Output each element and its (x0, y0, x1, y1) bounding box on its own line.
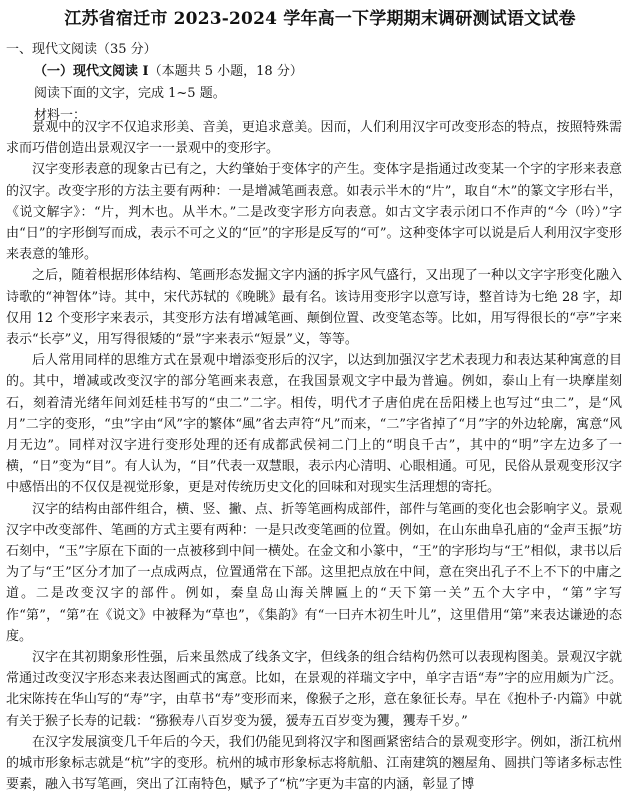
reading-instruction: 阅读下面的文字，完成 1~5 题。 (34, 86, 226, 101)
passage-paragraph: 后人常用同样的思维方式在景观中增添变形后的汉字，以达到加强汉字艺术表现力和表达某种寓意的目的。其中，增减或改变汉字的部分笔画来表意，在我国景观文字中最为普遍。例如，泰山上有一块摩崖刻石，刻着清光绪年间刘廷桂书写的“虫二”二字。相传，明代才子唐伯虎在岳阳楼上也写过“虫二”，是“风月”二字的变形，“虫”字由“风”字的繁体“風”省去声符“凡”而来，“二”字省掉了“月”字的外边轮廓，寓意“风月无边”。同样对汉字进行变形处理的还有成都武侯祠二门上的“明良千古”，其中的“明”字左边多了一横，“日”变为“目”。有人认为，“目”代表一双慧眼，表示内心清明、心眼相通。可见，民俗从景观变形汉字中感悟出的不仅仅是视觉形象，更是对传统历史文化的回味和对现实生活理想的寄托。 (6, 353, 622, 496)
material-label: 材料一： (34, 108, 87, 123)
subsection-heading: （一）现代文阅读 I (34, 64, 149, 79)
exam-title: 江苏省宿迁市 2023-2024 学年高一下学期期末调研测试语文试卷 (64, 9, 576, 29)
passage-paragraph: 汉字在其初期象形性强，后来虽然成了线条文字，但线条的组合结构仍然可以表现构图美。景观汉字就常通过改变汉字形态来表达图画式的寓意。比如，在景观的祥瑞文字中，单字吉语“寿”字的应用颇为广泛。北宋陈抟在华山写的“寿”字，由草书“寿”变形而来，像猴子之形，意在象征长寿。早在《抱朴子·内篇》中就有关于猴子长寿的记载：“猕猴寿八百岁变为猨，猨寿五百岁变为玃，玃寿千岁。” (6, 650, 622, 729)
passage-paragraph: 景观中的汉字不仅追求形美、音美，更追求意美。因而，人们利用汉字可改变形态的特点，按照特殊需求而巧借创造出景观汉字一一景观中的变形字。 (6, 120, 622, 157)
passage-paragraph: 之后，随着根据形体结构、笔画形态发掘文字内涵的拆字风气盛行，又出现了一种以文字字形变化融入诗歌的“神智体”诗。其中，宋代苏轼的《晚眺》最有名。该诗用变形字以意写诗，整首诗为七绝 28 字，却仅用 12 个变形字来表示，其变形方法有增减笔画、颠倒位置、改变笔态等。比如，用写得很长的“亭”字来表示“长亭”义，用写得很矮的“景”字来表示“短景”义，等等。 (6, 268, 622, 348)
subsection-note: （本题共 5 小题，18 分） (148, 64, 303, 79)
passage-paragraph: 汉字的结构由部件组合，横、竖、撇、点、折等笔画构成部件，部件与笔画的变化也会影响字义。景观汉字中改变部件、笔画的方式主要有两种：一是只改变笔画的位置。例如，在山东曲阜孔庙的“金声玉振”坊石刻中，“玉”字原在下面的一点被移到中间一横处。在金文和小篆中，“王”的字形均与“王”相似，隶书以后为了与“王”区分才加了一点成两点，位置通常在下部。这里把点放在中间，意在突出孔子不上不下的中庸之道。二是改变汉字的部件。例如，秦皇岛山海关牌匾上的“天下第一关”五个大字中，“第”字写作“第”，“第”在《说文》中被释为“草也”，《集韵》有“一曰卉木初生叶儿”，这里借用“第”来表达谦逊的态度。 (6, 501, 622, 644)
passage-body (6, 117, 622, 795)
passage-paragraph: 汉字变形表意的现象古已有之，大约肇始于变体字的产生。变体字是指通过改变某一个字的字形来表意的汉字。改变字形的方法主要有两种：一是增减笔画表意。如表示半木的“片”，取自“木”的篆文字形右半，《说文解字》：“片，判木也。从半木。”二是改变字形方向表意。如古文字表示闭口不作声的“今（吟）”字由“日”的字形倒写而成，表示不可之义的“叵”的字形是反写的“可”。这种变体字可以说是后人利用汉字变形来表意的雏形。 (6, 162, 622, 263)
passage-paragraph: 在汉字发展演变几千年后的今天，我们仍能见到将汉字和图画紧密结合的景观变形字。例如，浙江杭州的城市形象标志就是“杭”字的变形。杭州的城市形象标志将航船、江南建筑的翘屋角、圆拱门等诸多标志性要素，融入书写笔画，突出了江南特色，赋予了“杭”字更为丰富的内涵，彰显了博 (6, 734, 622, 793)
subsection-heading-line (34, 60, 303, 79)
section-heading: 一、现代文阅读（35 分） (6, 42, 157, 57)
